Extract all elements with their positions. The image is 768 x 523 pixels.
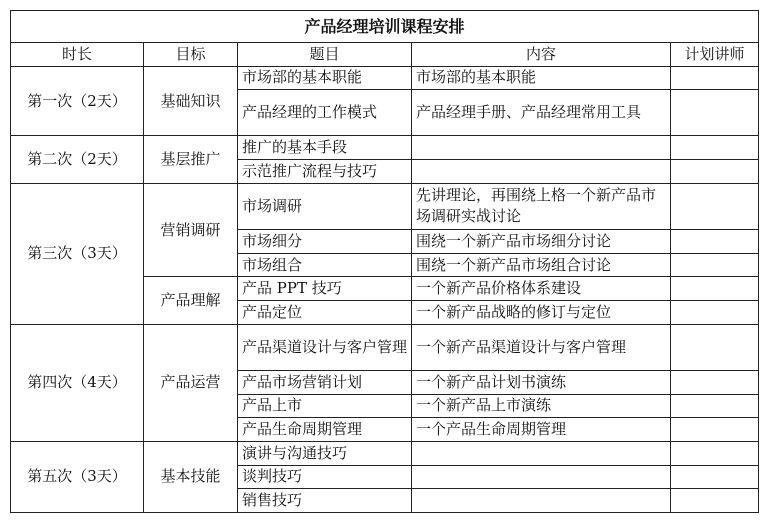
session-content: 一个新产品渠道设计与客户管理 (412, 324, 671, 370)
session-content: 先讲理论，再围绕上格一个新产品市场调研实战讨论 (412, 183, 671, 229)
session-topic: 市场调研 (238, 183, 412, 229)
session-duration: 第五次（3天） (11, 441, 144, 512)
session-topic: 销售技巧 (238, 489, 412, 513)
session-topic: 市场部的基本职能 (238, 66, 412, 90)
session-topic: 产品经理的工作模式 (238, 90, 412, 136)
session-content (412, 136, 671, 160)
header-row (11, 42, 759, 66)
session-goal: 基层推广 (144, 136, 238, 183)
session-lecturer (671, 465, 759, 489)
session-topic: 演讲与沟通技巧 (238, 441, 412, 465)
session-goal: 营销调研 (144, 183, 238, 277)
session-goal: 基础知识 (144, 66, 238, 136)
table-row (11, 441, 759, 465)
session-topic: 产品 PPT 技巧 (238, 277, 412, 301)
session-topic: 产品渠道设计与客户管理 (238, 324, 412, 370)
session-content: 市场部的基本职能 (412, 66, 671, 90)
session-topic: 产品市场营销计划 (238, 370, 412, 394)
table-row (11, 324, 759, 370)
session-lecturer (671, 230, 759, 254)
session-duration: 第二次（2天） (11, 136, 144, 183)
table-title: 产品经理培训课程安排 (11, 11, 759, 43)
session-topic: 推广的基本手段 (238, 136, 412, 160)
session-content (412, 160, 671, 184)
table-row (11, 183, 759, 229)
session-duration: 第一次（2天） (11, 66, 144, 136)
session-lecturer (671, 370, 759, 394)
header-duration: 时长 (11, 42, 144, 66)
session-lecturer (671, 90, 759, 136)
session-content: 一个新产品战略的修订与定位 (412, 301, 671, 325)
session-topic: 谈判技巧 (238, 465, 412, 489)
header-content: 内容 (412, 42, 671, 66)
session-lecturer (671, 394, 759, 418)
session-content: 围绕一个新产品市场组合讨论 (412, 253, 671, 277)
session-goal: 产品运营 (144, 324, 238, 441)
session-lecturer (671, 183, 759, 229)
header-topic: 题目 (238, 42, 412, 66)
session-topic: 产品上市 (238, 394, 412, 418)
session-content (412, 489, 671, 513)
session-topic: 产品生命周期管理 (238, 418, 412, 442)
session-lecturer (671, 418, 759, 442)
table-row (11, 136, 759, 160)
session-content: 产品经理手册、产品经理常用工具 (412, 90, 671, 136)
session-duration: 第四次（4天） (11, 324, 144, 441)
session-lecturer (671, 277, 759, 301)
session-content (412, 465, 671, 489)
session-lecturer (671, 324, 759, 370)
session-goal: 产品理解 (144, 277, 238, 324)
session-lecturer (671, 160, 759, 184)
session-content: 一个产品生命周期管理 (412, 418, 671, 442)
table-row (11, 66, 759, 90)
session-lecturer (671, 441, 759, 465)
session-content: 一个新产品计划书演练 (412, 370, 671, 394)
session-lecturer (671, 253, 759, 277)
training-schedule-table (10, 10, 759, 513)
session-lecturer (671, 136, 759, 160)
title-row (11, 11, 759, 43)
session-content: 围绕一个新产品市场细分讨论 (412, 230, 671, 254)
session-topic: 示范推广流程与技巧 (238, 160, 412, 184)
session-goal: 基本技能 (144, 441, 238, 512)
session-topic: 市场细分 (238, 230, 412, 254)
session-lecturer (671, 301, 759, 325)
header-goal: 目标 (144, 42, 238, 66)
session-lecturer (671, 489, 759, 513)
header-lecturer: 计划讲师 (671, 42, 759, 66)
session-topic: 市场组合 (238, 253, 412, 277)
session-lecturer (671, 66, 759, 90)
session-content (412, 441, 671, 465)
session-duration: 第三次（3天） (11, 183, 144, 324)
session-content: 一个新产品上市演练 (412, 394, 671, 418)
session-content: 一个新产品价格体系建设 (412, 277, 671, 301)
session-topic: 产品定位 (238, 301, 412, 325)
